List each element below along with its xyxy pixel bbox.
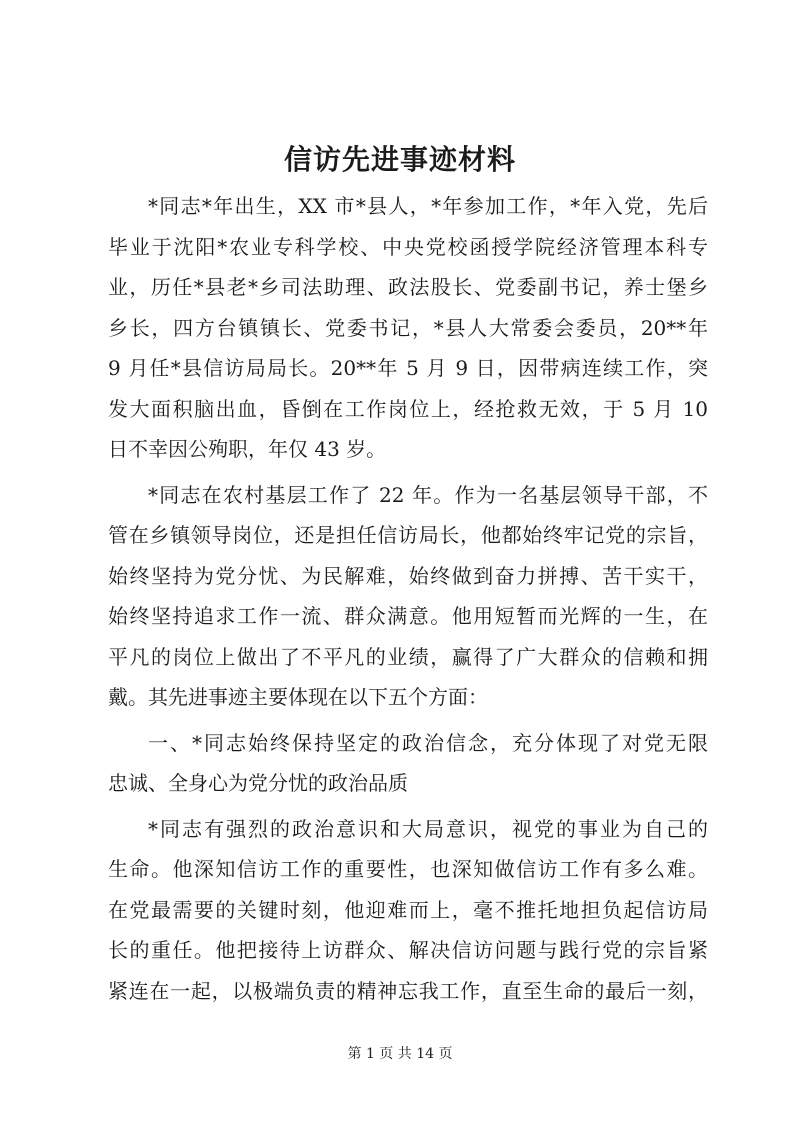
- document-body: [108, 186, 708, 1011]
- section-heading-1: [108, 723, 708, 804]
- text-line: 长的重任。他把接待上访群众、解决信访问题与践行党的宗旨紧: [108, 938, 708, 962]
- text-line: 毕业于沈阳*农业专科学校、中央党校函授学院经济管理本科专: [108, 234, 708, 259]
- text-line: 平凡的岗位上做出了不平凡的业绩，赢得了广大群众的信赖和拥: [108, 644, 708, 669]
- text-line: *同志有强烈的政治意识和大局意识，视党的事业为自己的: [148, 816, 708, 841]
- text-line: 9 月任*县信访局局长。20**年 5 月 9 日，因带病连续工作，突: [108, 356, 708, 380]
- text-line: 紧连在一起，以极端负责的精神忘我工作，直至生命的最后一刻，: [108, 978, 708, 1003]
- paragraph-2: [108, 475, 708, 718]
- text-line: 乡长，四方台镇镇长、党委书记，*县人大常委会委员，20**年: [108, 315, 708, 340]
- text-line: 忠诚、全身心为党分忧的政治品质: [108, 771, 408, 795]
- text-line: *同志在农村基层工作了 22 年。作为一名基层领导干部，不: [148, 482, 708, 507]
- text-line: 发大面积脑出血，昏倒在工作岗位上，经抢救无效，于 5 月 10: [108, 396, 708, 421]
- text-line: 在党最需要的关键时刻，他迎难而上，毫不推托地担负起信访局: [108, 897, 708, 922]
- document-title: 信访先进事迹材料: [283, 143, 516, 176]
- text-line: *同志*年出生，XX 市*县人，*年参加工作，*年入党，先后: [148, 194, 708, 218]
- paragraph-4: [108, 809, 708, 1012]
- text-line: 戴。其先进事迹主要体现在以下五个方面：: [108, 685, 488, 709]
- text-line: 一、*同志始终保持坚定的政治信念，充分体现了对党无限: [148, 730, 708, 755]
- page-number-footer: 第 1 页 共 14 页: [347, 1046, 453, 1062]
- paragraph-1: [108, 186, 708, 470]
- text-line: 始终坚持追求工作一流、群众满意。他用短暂而光辉的一生，在: [108, 604, 708, 628]
- text-line: 日不幸因公殉职，年仅 43 岁。: [108, 437, 387, 461]
- text-line: 业，历任*县老*乡司法助理、政法股长、党委副书记，养士堡乡: [108, 275, 708, 299]
- text-line: 始终坚持为党分忧、为民解难，始终做到奋力拼搏、苦干实干，: [108, 563, 708, 588]
- text-line: 生命。他深知信访工作的重要性，也深知做信访工作有多么难。: [108, 857, 708, 881]
- text-line: 管在乡镇领导岗位，还是担任信访局长，他都始终牢记党的宗旨，: [108, 523, 708, 547]
